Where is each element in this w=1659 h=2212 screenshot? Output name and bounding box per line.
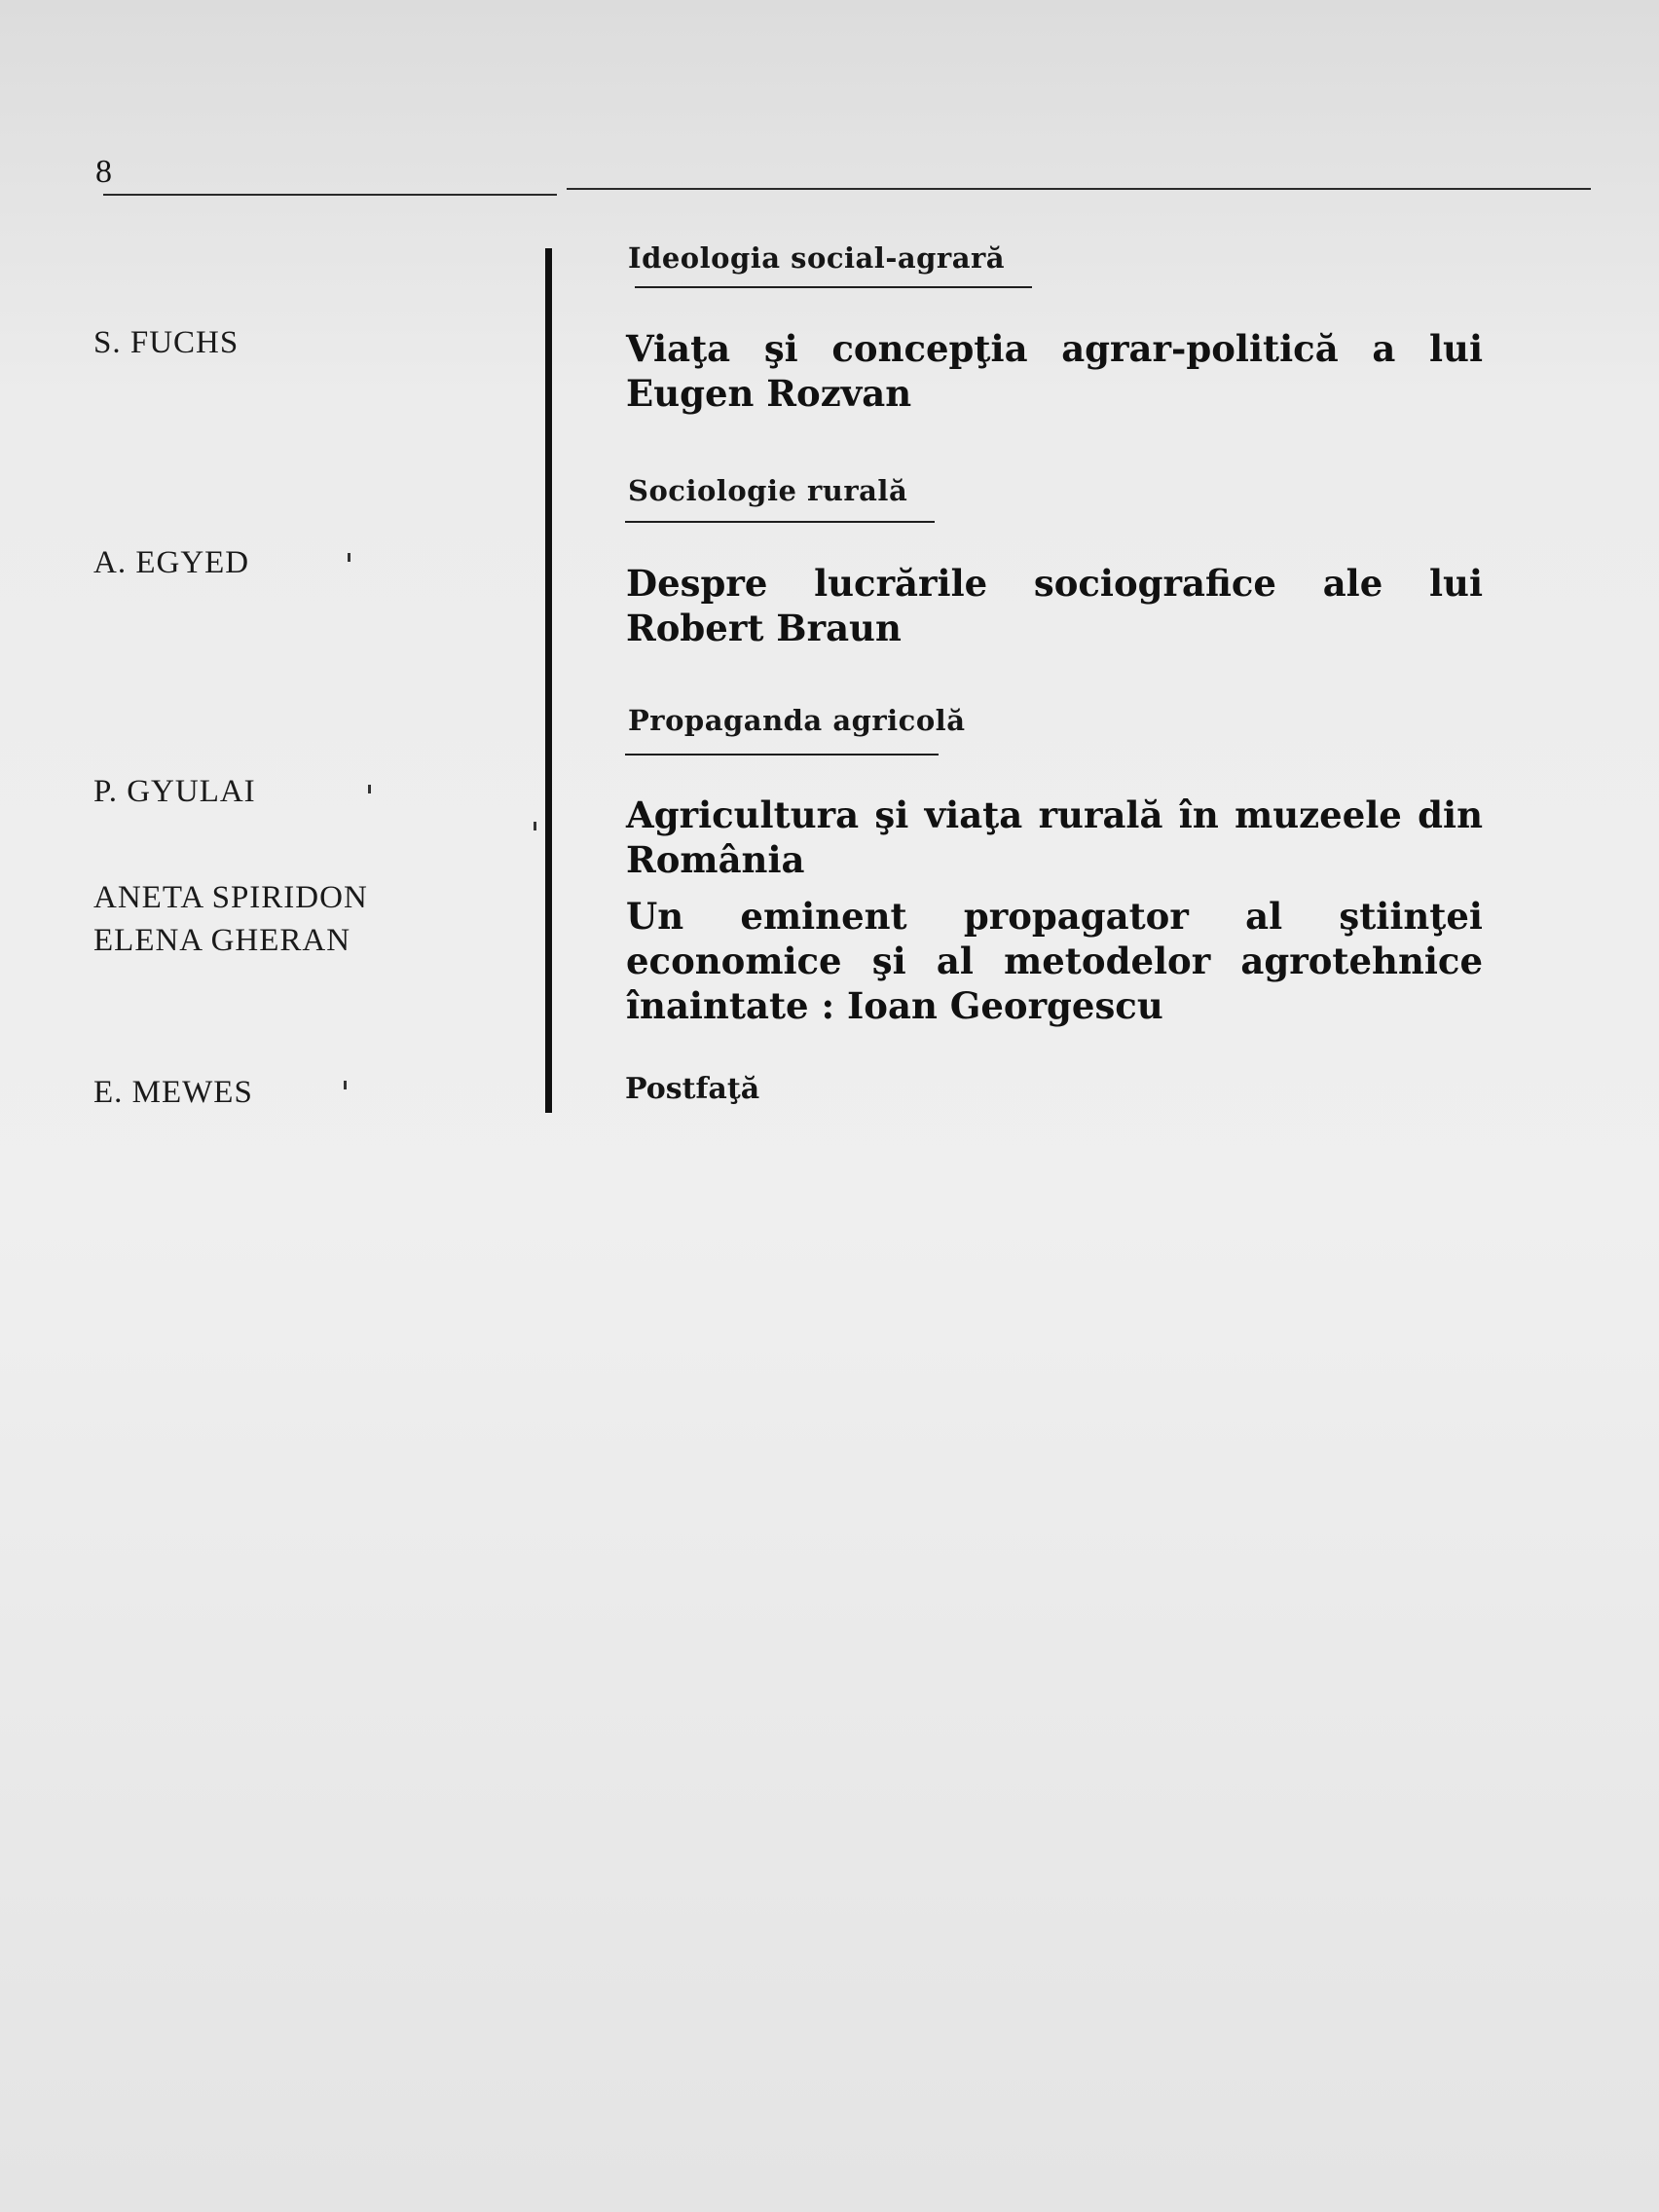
print-speck: [534, 822, 536, 830]
toc-author-line: ANETA SPIRIDON: [93, 880, 368, 915]
toc-title: Un eminent propagator al ştiinţei economice şi al metodelor agrotehnice înaintate : Ioan Georgescu: [626, 895, 1483, 1027]
toc-author: E. MEWES: [93, 1075, 253, 1110]
header-rule-right: [567, 188, 1591, 190]
section-heading-underline: [635, 286, 1032, 288]
print-speck: [348, 553, 350, 562]
section-heading-sociologie: Sociologie rurală: [628, 474, 908, 507]
toc-title: Agricultura şi viaţa rurală în muzeele din România: [626, 793, 1483, 881]
toc-author: P. GYULAI: [93, 774, 256, 809]
section-heading-propaganda: Propaganda agricolă: [628, 704, 966, 737]
header-rule-left: [103, 194, 557, 196]
toc-author: S. FUCHS: [93, 325, 240, 360]
page-number: 8: [95, 154, 112, 190]
toc-title: Despre lucrările sociografice ale lui Robert Braun: [626, 562, 1483, 649]
section-heading-ideologia: Ideologia social-agrară: [628, 241, 1006, 275]
print-speck: [344, 1081, 347, 1089]
column-divider: [545, 248, 552, 1113]
toc-author: A. EGYED: [93, 545, 250, 580]
toc-title: Viaţa şi concepţia agrar-politică a lui Eugen Rozvan: [626, 327, 1483, 415]
toc-author-line: ELENA GHERAN: [93, 923, 351, 958]
section-heading-underline: [625, 521, 935, 523]
toc-title-postfata: Postfaţă: [625, 1072, 760, 1106]
section-heading-underline: [625, 754, 939, 756]
print-speck: [368, 785, 371, 793]
